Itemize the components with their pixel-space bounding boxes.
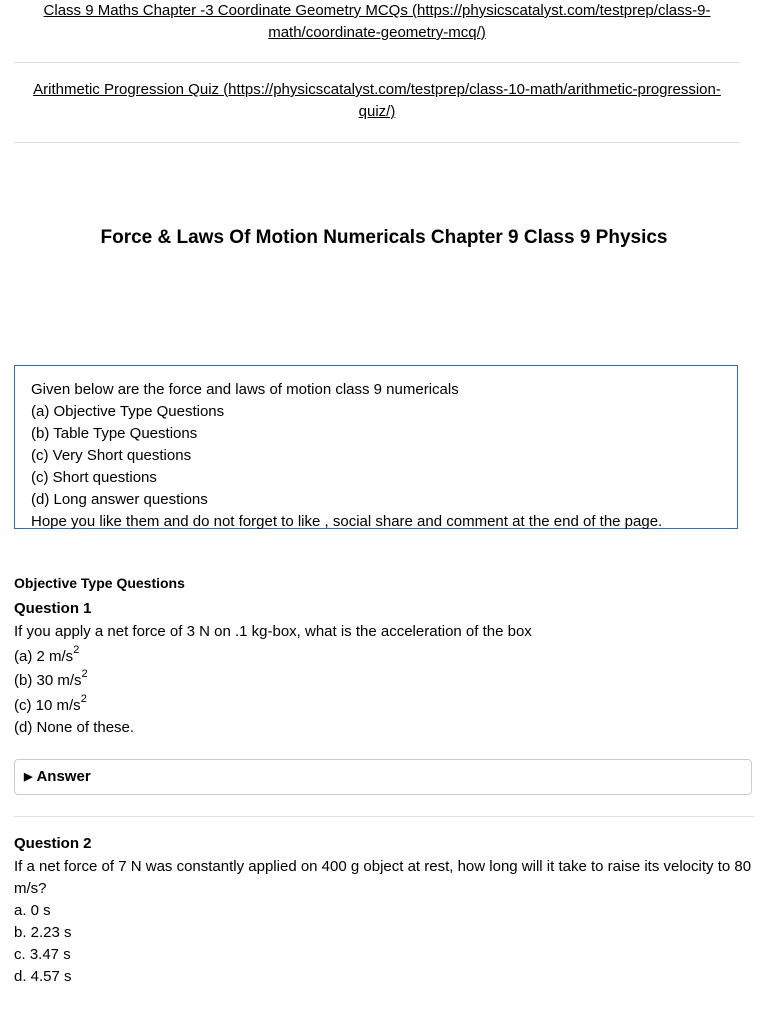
option-exponent: 2 xyxy=(73,644,80,656)
question-1-option xyxy=(14,695,87,717)
intro-item: (d) Long answer questions xyxy=(31,491,208,508)
coordinate-geometry-mcq-link[interactable] xyxy=(14,0,740,44)
question-2-text: If a net force of 7 N was constantly applied on 400 g object at rest, how long will it take to raise its velocity to 80 m/s? xyxy=(14,858,752,897)
question-1-option xyxy=(14,670,88,692)
question-2-title: Question 2 xyxy=(14,835,92,852)
intro-box xyxy=(14,365,738,529)
link-line: Arithmetic Progression Quiz (https://physicscatalyst.com/testprep/class-10-math/arithmetic-progression- xyxy=(33,81,721,98)
option-text: (a) 2 m/s xyxy=(14,648,74,665)
related-link-block xyxy=(14,0,740,63)
section-heading: Objective Type Questions xyxy=(14,575,185,591)
option-exponent: 2 xyxy=(81,668,88,680)
related-link-block xyxy=(14,79,740,143)
divider xyxy=(14,816,754,817)
intro-item: (c) Short questions xyxy=(31,469,157,486)
question-1-option xyxy=(14,717,134,739)
question-1-title: Question 1 xyxy=(14,600,92,617)
arithmetic-progression-quiz-link[interactable] xyxy=(14,79,740,123)
question-2-option: b. 2.23 s xyxy=(14,924,72,941)
option-text: (c) 10 m/s xyxy=(14,697,81,714)
question-1-text: If you apply a net force of 3 N on .1 kg-box, what is the acceleration of the box xyxy=(14,623,532,640)
link-line: math/coordinate-geometry-mcq/) xyxy=(268,24,486,41)
answer-toggle[interactable] xyxy=(14,759,752,795)
question-2-option: c. 3.47 s xyxy=(14,946,71,963)
question-1-option xyxy=(14,646,79,668)
link-line: Class 9 Maths Chapter -3 Coordinate Geometry MCQs (https://physicscatalyst.com/testprep/class-9- xyxy=(43,2,711,19)
link-line: quiz/) xyxy=(358,103,396,120)
question-2-option: a. 0 s xyxy=(14,902,51,919)
intro-closing: Hope you like them and do not forget to like , social share and comment at the end of the page. xyxy=(31,513,663,530)
option-exponent: 2 xyxy=(80,693,87,705)
intro-lead: Given below are the force and laws of motion class 9 numericals xyxy=(31,381,459,398)
option-text: (b) 30 m/s xyxy=(14,672,82,689)
question-2-option: d. 4.57 s xyxy=(14,968,72,985)
page-title: Force & Laws Of Motion Numericals Chapter 9 Class 9 Physics xyxy=(100,227,668,248)
intro-item: (b) Table Type Questions xyxy=(31,425,198,442)
intro-item: (a) Objective Type Questions xyxy=(31,403,225,420)
triangle-right-icon: ▶ xyxy=(24,771,33,783)
answer-label: Answer xyxy=(36,768,91,785)
option-text: (d) None of these. xyxy=(14,719,135,736)
intro-item: (c) Very Short questions xyxy=(31,447,192,464)
